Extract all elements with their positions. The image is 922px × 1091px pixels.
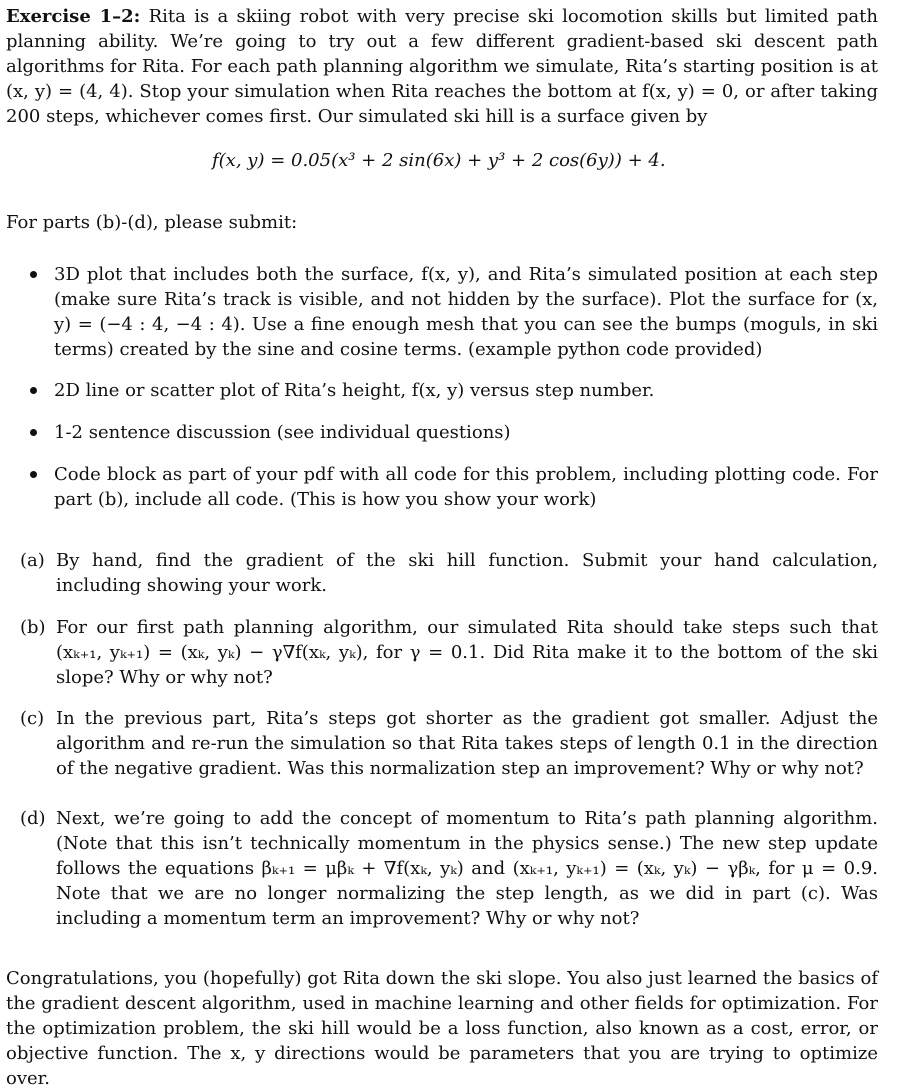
list-item: 3D plot that includes both the surface, f(x, y), and Rita’s simulated position at each step (make sure Rita’s track is visible, and not hidden by the surface). Plot the surface for (x, y) = (−4 : 4, −4 : 4). Use a fine enough mesh that you can see the bumps (moguls, in ski terms) created by the sine and cosine terms. (example python code provided) [30, 262, 878, 362]
part-c [20, 706, 878, 781]
bullet-icon [30, 429, 37, 436]
part-text: Next, we’re going to add the concept of momentum to Rita’s path planning algorithm. (Note that this isn’t technically momentum in the physics sense.) The new step update follows the equations βₖ₊₁ = μβₖ + ∇f(xₖ, yₖ) and (xₖ₊₁, yₖ₊₁) = (xₖ, yₖ) − γβₖ, for μ = 0.9. Note that we are no longer normalizing the step length, as we did in part (c). Was including a momentum term an improvement? Why or why not? [56, 808, 878, 929]
intro-text: Rita is a skiing robot with very precise ski locomotion skills but limited path planning ability. We’re going to try out a few different gradient-based ski descent path algorithms for Rita. For each path planning algorithm we simulate, Rita’s starting position is at (x, y) = (4, 4). Stop your simulation when Rita reaches the bottom at f(x, y) = 0, or after taking 200 steps, whichever comes first. Our simulated ski hill is a surface given by [6, 6, 878, 127]
list-item: Code block as part of your pdf with all code for this problem, including plotting code. For part (b), include all code. (This is how you show your work) [30, 462, 878, 512]
part-text: By hand, find the gradient of the ski hill function. Submit your hand calculation, including showing your work. [56, 550, 878, 596]
list-item: 2D line or scatter plot of Rita’s height, f(x, y) versus step number. [30, 378, 878, 403]
bullet-icon [30, 271, 37, 278]
submission-list [30, 262, 878, 512]
part-label: (b) [20, 617, 46, 638]
part-d [20, 806, 878, 931]
submit-heading: For parts (b)-(d), please submit: [6, 212, 298, 233]
exercise-label: Exercise 1–2: [6, 6, 141, 27]
bullet-icon [30, 471, 37, 478]
part-b [20, 615, 878, 690]
bullet-icon [30, 387, 37, 394]
part-text: For our first path planning algorithm, our simulated Rita should take steps such that (xₖ₊₁, yₖ₊₁) = (xₖ, yₖ) − γ∇f(xₖ, yₖ), for γ = 0.1. Did Rita make it to the bottom of the ski slope? Why or why not? [56, 617, 878, 688]
intro-paragraph [6, 4, 878, 129]
part-text: In the previous part, Rita’s steps got shorter as the gradient got smaller. Adjust the algorithm and re-run the simulation so that Rita takes steps of length 0.1 in the direction of the negative gradient. Was this normalization step an improvement? Why or why not? [56, 708, 878, 779]
part-a [20, 548, 878, 598]
conclusion-paragraph: Congratulations, you (hopefully) got Rita down the ski slope. You also just learned the basics of the gradient descent algorithm, used in machine learning and other fields for optimization. For the optimization problem, the ski hill would be a loss function, also known as a cost, error, or objective function. The x, y directions would be parameters that you are trying to optimize over. [6, 968, 878, 1089]
part-label: (d) [20, 808, 46, 829]
part-label: (a) [20, 550, 45, 571]
exercise-page [6, 4, 878, 129]
list-item: 1-2 sentence discussion (see individual questions) [30, 420, 878, 445]
part-label: (c) [20, 708, 45, 729]
ski-hill-equation: f(x, y) = 0.05(x³ + 2 sin(6x) + y³ + 2 cos(6y)) + 4. [212, 150, 666, 171]
